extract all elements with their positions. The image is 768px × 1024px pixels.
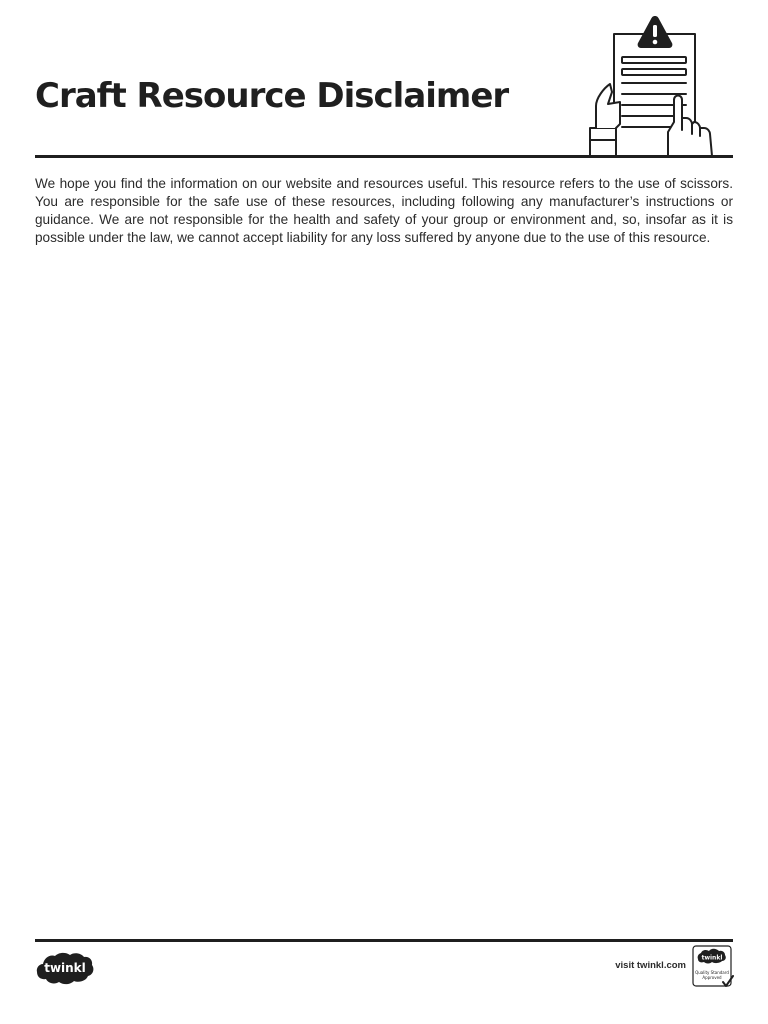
badge-line2: Approved bbox=[702, 975, 722, 980]
clipboard-warning-icon bbox=[586, 14, 718, 157]
quality-standard-badge bbox=[692, 945, 734, 989]
badge-brand: twinkl bbox=[701, 954, 723, 962]
logo-text: twinkl bbox=[44, 961, 86, 975]
page-title: Craft Resource Disclaimer bbox=[35, 76, 509, 116]
badge-line1: Quality Standard bbox=[695, 970, 729, 975]
disclaimer-text: We hope you find the information on our website and resources useful. This resource refers to the use of scissors. You are responsible for the safe use of these resources, including following any manufacturer’s instructions or guidance. We are not responsible for the health and safety of your group or environment and, so, insofar as it is possible under the law, we cannot accept liability for any loss suffered by anyone due to the use of this resource. bbox=[35, 176, 733, 245]
visit-link[interactable]: visit twinkl.com bbox=[615, 960, 686, 971]
footer-divider bbox=[35, 939, 733, 942]
header-divider bbox=[35, 155, 733, 158]
twinkl-logo bbox=[35, 950, 95, 986]
